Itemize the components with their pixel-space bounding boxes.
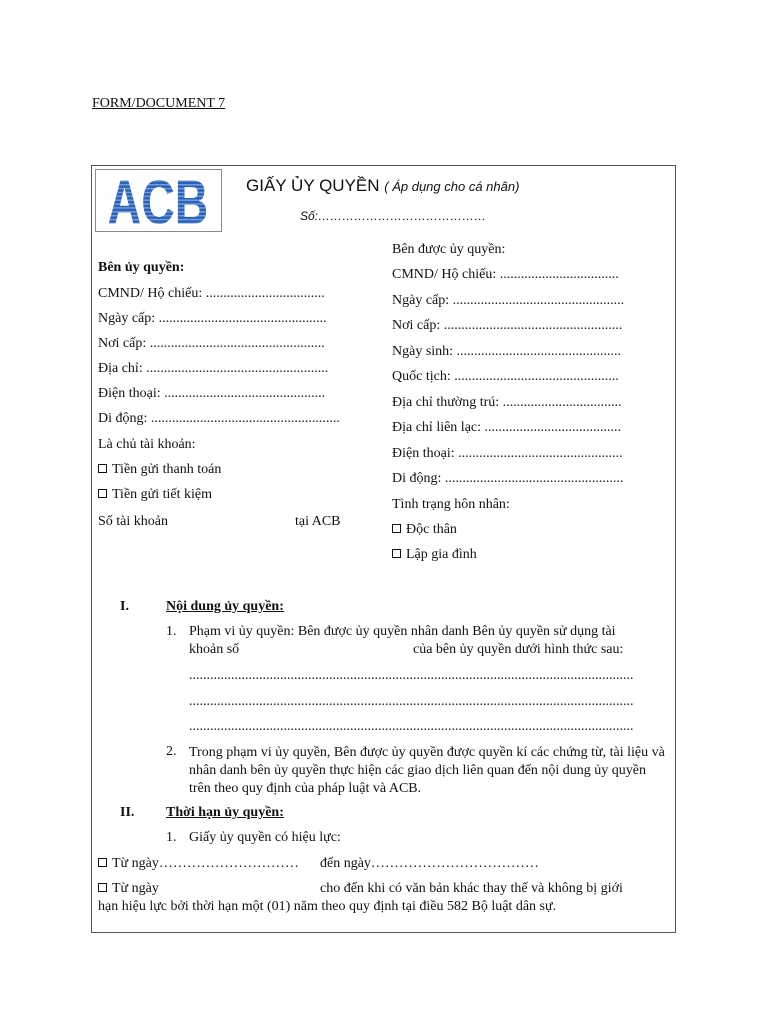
marital-single[interactable]: Độc thân	[392, 522, 457, 538]
account-at-acb: tại ACB	[295, 514, 341, 529]
section2-number: II.	[120, 805, 135, 820]
right-field-id: CMND/ Hộ chiếu: ..................................	[392, 267, 619, 282]
account-type-savings[interactable]: Tiền gửi tiết kiệm	[98, 487, 212, 503]
checkbox-icon[interactable]	[98, 464, 107, 473]
right-field-issue-place: Nơi cấp: ...................................................	[392, 318, 623, 333]
account-type-payment[interactable]: Tiền gửi thanh toán	[98, 462, 221, 478]
form-label: FORM/DOCUMENT 7	[92, 96, 226, 111]
section1-item1-number: 1.	[166, 624, 177, 639]
section1-item1-line2a: khoản số	[189, 642, 240, 657]
right-party-heading: Bên được ủy quyền:	[392, 242, 506, 257]
section1-heading: Nội dung ủy quyền:	[166, 599, 284, 614]
title-sub: ( Áp dụng cho cá nhân)	[384, 179, 520, 194]
validity-option-legal-note: hạn hiệu lực bởi thời hạn một (01) năm theo quy định tại điều 582 Bộ luật dân sự.	[98, 899, 557, 914]
checkbox-icon[interactable]	[98, 858, 107, 867]
dot-line: ...............................................................................................................................	[189, 719, 634, 734]
section2-item1-number: 1.	[166, 830, 177, 845]
checkbox-icon[interactable]	[392, 524, 401, 533]
left-field-mobile: Di động: ......................................................	[98, 411, 340, 426]
right-field-phone: Điện thoại: ...............................................	[392, 446, 623, 461]
validity-option-date-range[interactable]: Từ ngày…………………………	[98, 856, 299, 872]
right-field-birth-date: Ngày sinh: ...............................................	[392, 344, 622, 359]
dot-line: ...............................................................................................................................	[189, 668, 634, 683]
right-field-issue-date: Ngày cấp: .................................................	[392, 293, 625, 308]
checkbox-icon[interactable]	[98, 883, 107, 892]
section1-item1-line2b: của bên ủy quyền dưới hình thức sau:	[413, 642, 624, 657]
marital-status-label: Tình trạng hôn nhân:	[392, 497, 510, 512]
title-main: GIẤY ỦY QUYỀN	[246, 176, 380, 195]
right-field-nationality: Quốc tịch: ...............................................	[392, 369, 619, 384]
section1-number: I.	[120, 599, 129, 614]
right-field-mobile: Di động: ...................................................	[392, 471, 624, 486]
checkbox-icon[interactable]	[98, 489, 107, 498]
validity-option-until-replaced-text: cho đến khi có văn bản khác thay thế và không bị giới	[320, 881, 623, 896]
document-title	[246, 176, 519, 196]
right-field-contact-address: Địa chỉ liên lạc: .......................................	[392, 420, 622, 435]
section2-heading: Thời hạn ủy quyền:	[166, 805, 284, 820]
left-field-issue-place: Nơi cấp: ..................................................	[98, 336, 325, 351]
dot-line: ...............................................................................................................................	[189, 694, 634, 709]
account-owner-label: Là chủ tài khoản:	[98, 437, 196, 452]
account-number-label: Số tài khoản	[98, 514, 168, 529]
left-field-id: CMND/ Hộ chiếu: ..................................	[98, 286, 325, 301]
section1-item2-text: Trong phạm vi ủy quyền, Bên được ủy quyền được quyền kí các chứng từ, tài liệu và nhân danh bên ủy quyền thực hiện các giao dịch liên quan đến nội dung ủy quyền trên theo quy định của pháp luật và ACB.	[189, 745, 665, 796]
validity-option-date-range-end: đến ngày………………………………	[320, 856, 539, 871]
left-field-issue-date: Ngày cấp: ................................................	[98, 311, 327, 326]
section1-item2-number: 2.	[166, 744, 177, 759]
document-number: Số:……………………………………	[300, 209, 487, 223]
left-field-phone: Điện thoại: ..............................................	[98, 386, 326, 401]
acb-logo-icon	[96, 168, 221, 238]
left-field-address: Địa chỉ: ....................................................	[98, 361, 329, 376]
right-field-permanent-address: Địa chỉ thường trú: ..................................	[392, 395, 622, 410]
validity-option-until-replaced[interactable]: Từ ngày	[98, 881, 159, 897]
section2-item1-text: Giấy ủy quyền có hiệu lực:	[189, 830, 341, 845]
marital-married[interactable]: Lập gia đình	[392, 547, 477, 563]
acb-logo	[95, 168, 222, 238]
checkbox-icon[interactable]	[392, 549, 401, 558]
section1-item1-line1: Phạm vi ủy quyền: Bên được ủy quyền nhân danh Bên ủy quyền sử dụng tài	[189, 624, 616, 639]
left-party-heading: Bên ủy quyền:	[98, 260, 185, 275]
acb-logo-text: ACB	[107, 168, 209, 238]
